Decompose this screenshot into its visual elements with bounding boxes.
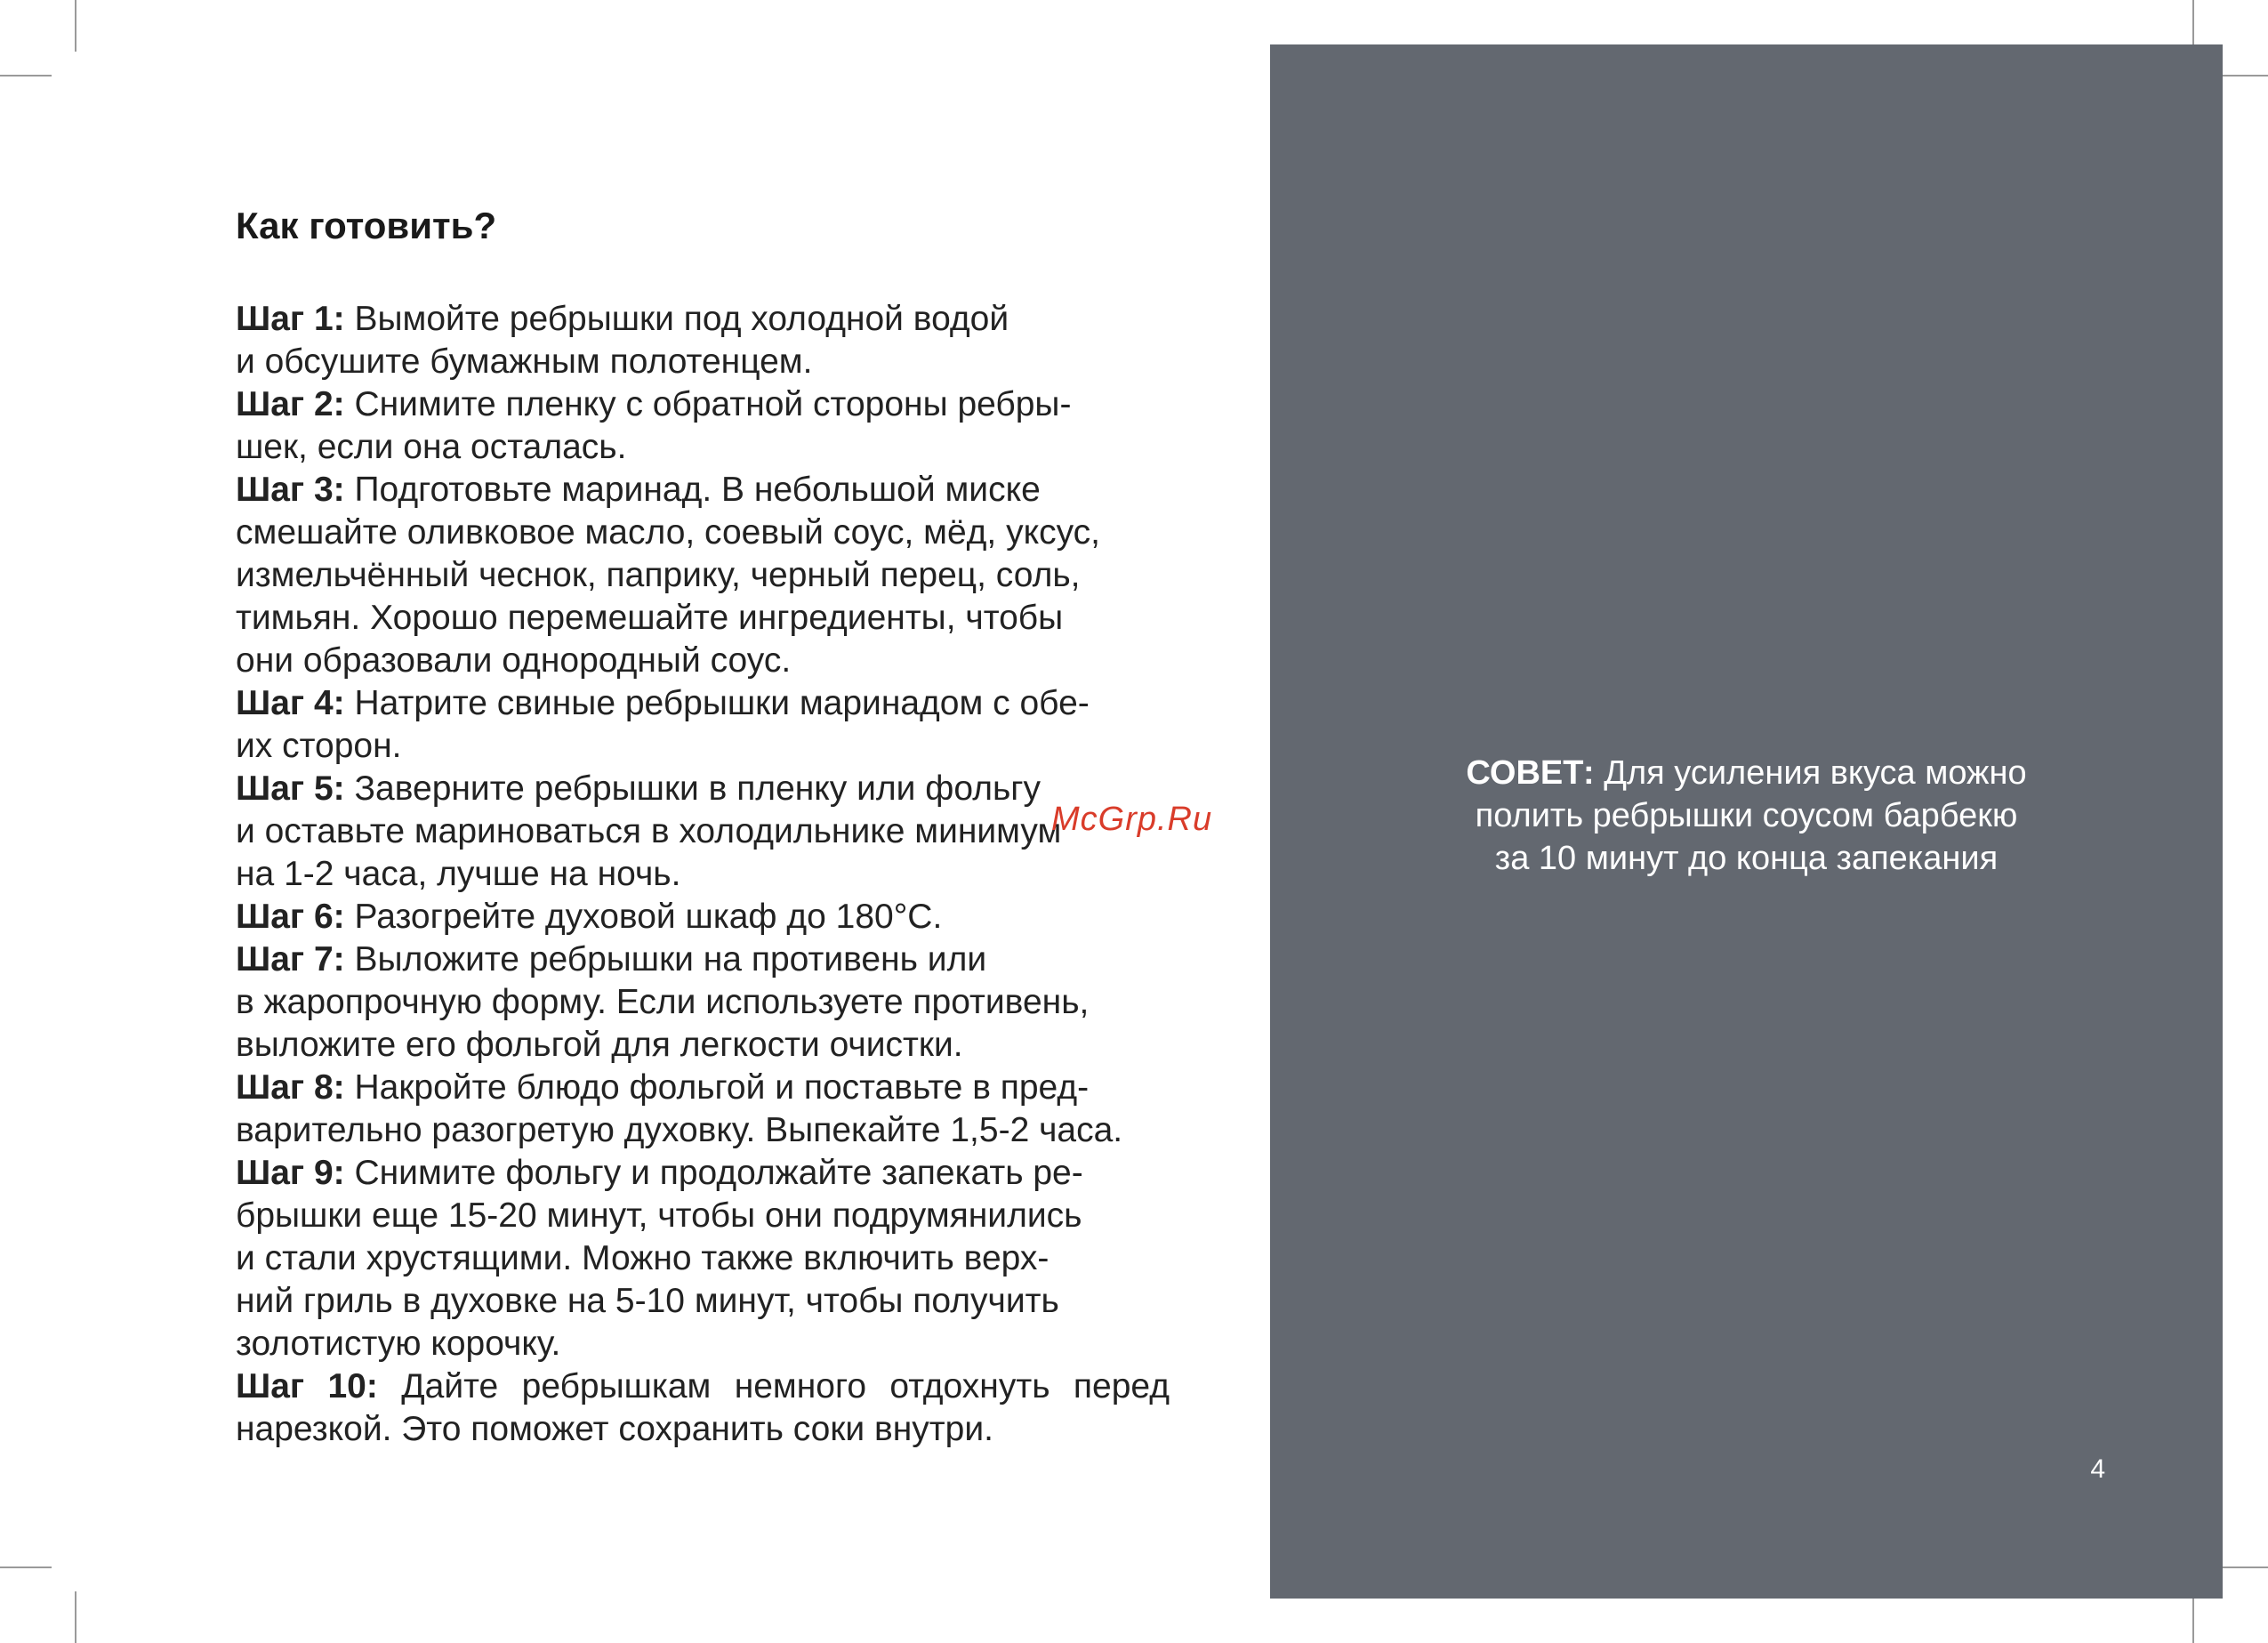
tip-panel — [1270, 44, 2223, 1599]
crop-mark-top-right-horizontal — [2216, 75, 2268, 77]
tip-box — [1341, 752, 2151, 880]
tip-text: Для усиления вкуса можно полить ребрышки соусом барбекю за 10 минут до конца запекания — [1475, 754, 2027, 877]
step-9 — [236, 1152, 1170, 1365]
crop-mark-bottom-left-horizontal — [0, 1566, 52, 1568]
step-3 — [236, 469, 1170, 682]
crop-mark-bottom-right-vertical — [2192, 1591, 2194, 1643]
page-number: 4 — [2090, 1454, 2105, 1484]
step-text: Выложите ребрышки на противень или в жаропрочную форму. Если используете противень, выложите его фольгой для легкости очистки. — [236, 940, 1090, 1064]
step-label: Шаг 4: — [236, 684, 345, 722]
step-5 — [236, 768, 1170, 896]
step-label: Шаг 1: — [236, 300, 345, 338]
step-text: Снимите фольгу и продолжайте запекать ре- брышки еще 15-20 минут, чтобы они подрумянились и стали хрустящими. Можно также включить верх- ний гриль в духовке на 5-10 минут, чтобы получить золотистую корочку. — [236, 1154, 1083, 1363]
step-text: Заверните ребрышки в пленку или фольгу и оставьте мариноваться в холодильнике минимум на 1-2 часа, лучше на ночь. — [236, 769, 1062, 893]
step-4 — [236, 682, 1170, 768]
step-1 — [236, 298, 1170, 383]
step-label: Шаг 7: — [236, 940, 345, 979]
step-label: Шаг 6: — [236, 898, 345, 936]
watermark: McGrp.Ru — [1051, 801, 1213, 838]
step-text: Натрите свиные ребрышки маринадом с обе- их сторон. — [236, 684, 1090, 765]
step-label: Шаг 9: — [236, 1154, 345, 1192]
crop-mark-top-left-vertical — [75, 0, 76, 52]
step-7 — [236, 938, 1170, 1067]
step-text: Подготовьте маринад. В небольшой миске смешайте оливковое масло, соевый соус, мёд, уксус, измельчённый чеснок, паприку, черный перец, соль, тимьян. Хорошо перемешайте ингредиенты, чтобы они образовали однородный соус. — [236, 471, 1100, 680]
step-text: Разогрейте духовой шкаф до 180°С. — [354, 898, 943, 936]
tip-label: СОВЕТ: — [1466, 754, 1595, 792]
step-label: Шаг 2: — [236, 385, 345, 423]
crop-mark-bottom-left-vertical — [75, 1591, 76, 1643]
step-text: Вымойте ребрышки под холодной водой и обсушите бумажным полотенцем. — [236, 300, 1009, 381]
step-label: Шаг 5: — [236, 769, 345, 808]
page-title: Как готовить? — [236, 205, 497, 246]
step-text: Снимите пленку с обратной стороны ребры- шек, если она осталась. — [236, 385, 1072, 466]
step-label: Шаг 3: — [236, 471, 345, 509]
step-label: Шаг 8: — [236, 1068, 345, 1107]
step-2 — [236, 383, 1170, 469]
step-10 — [236, 1365, 1170, 1451]
crop-mark-bottom-right-horizontal — [2216, 1566, 2268, 1568]
step-label: Шаг 10: — [236, 1367, 378, 1405]
step-text: Дайте ребрышкам немного отдохнуть перед нарезкой. Это поможет сохранить соки внутри. — [236, 1367, 1170, 1448]
step-8 — [236, 1067, 1170, 1152]
step-text: Накройте блюдо фольгой и поставьте в пред- варительно разогретую духовку. Выпекайте 1,5-2 часа. — [236, 1068, 1123, 1149]
crop-mark-top-left-horizontal — [0, 75, 52, 77]
step-6 — [236, 896, 1170, 938]
steps-list — [236, 298, 1170, 1451]
